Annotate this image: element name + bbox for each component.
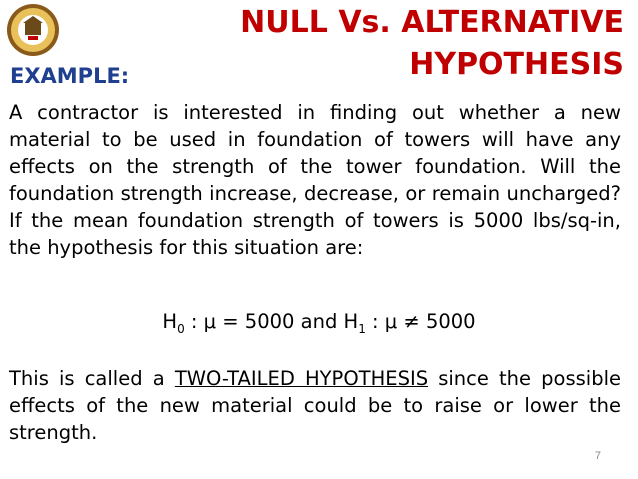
page-number: 7 (594, 450, 601, 462)
slide-title (184, 2, 624, 86)
university-seal-icon (6, 3, 60, 57)
h0-subscript: 0 (177, 321, 185, 336)
title-line-1: NULL Vs. ALTERNATIVE (240, 5, 624, 40)
conclusion-before: This is called a (9, 367, 175, 390)
hypothesis-equation (0, 308, 638, 343)
example-label: EXAMPLE: (10, 64, 130, 88)
h1-statement: : μ ≠ 5000 (365, 310, 476, 333)
title-line-2: HYPOTHESIS (409, 47, 624, 82)
problem-paragraph: A contractor is interested in finding out whether a new material to be used in foundation of towers will have any effects on the strength of the tower foundation. Will the foundation strength increase, decrease, or remain uncharged? If the mean foundation strength of towers is 5000 lbs/sq-in, the hypothesis for this situation are: (9, 101, 621, 259)
two-tailed-emphasis: TWO-TAILED HYPOTHESIS (174, 367, 429, 390)
h1-subscript: 1 (358, 321, 366, 336)
conclusion-after: since the possible effects of the new material could be to raise or lower the strength. (9, 367, 621, 444)
h0-statement: : μ = 5000 and (184, 310, 344, 333)
conclusion-paragraph (9, 365, 621, 446)
h0-symbol: H (162, 310, 178, 333)
h1-symbol: H (343, 310, 359, 333)
